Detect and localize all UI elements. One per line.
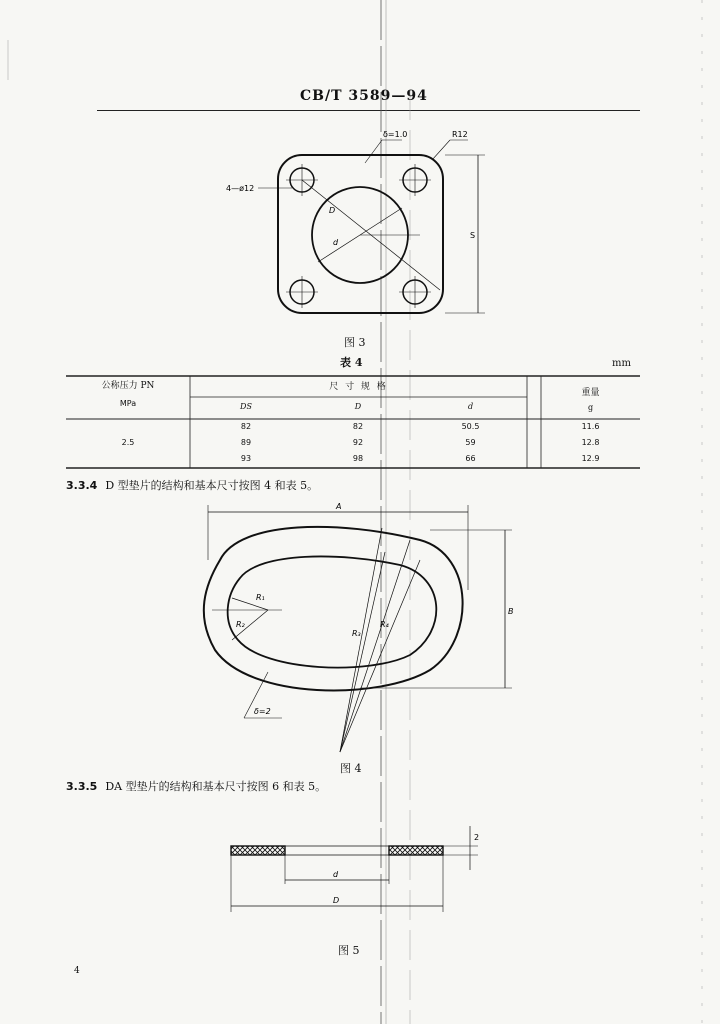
figure3-drawing	[258, 140, 485, 313]
col-d-header: d	[467, 402, 474, 411]
section-334-text: D 型垫片的结构和基本尺寸按图 4 和表 5。	[105, 479, 319, 492]
figure5-caption: 图 5	[338, 944, 360, 957]
section-334	[66, 477, 318, 493]
section-335	[66, 778, 326, 794]
fig3-outer-dia-label: D	[329, 206, 336, 215]
cell-weight: 11.6	[581, 422, 600, 431]
cell-D: 98	[352, 454, 364, 463]
figure4-caption: 图 4	[340, 762, 362, 775]
section-335-number: 3.3.5	[66, 780, 98, 793]
cell-D: 92	[352, 438, 364, 447]
fig3-radius-label: R12	[452, 130, 468, 139]
table4-unit: mm	[612, 358, 631, 369]
cell-d: 50.5	[461, 422, 480, 431]
col-dims-header: 尺 寸 规 格	[329, 382, 388, 392]
fig3-inner-dia-label: d	[333, 238, 339, 247]
figure5-drawing	[231, 826, 478, 912]
col-pressure-header: 公称压力 PN	[101, 381, 155, 391]
fig4-r4-label: R₄	[380, 620, 389, 629]
cell-s: 89	[240, 438, 252, 447]
col-s-header: DS	[240, 402, 252, 411]
standard-number: CB/T 3589—94	[300, 88, 428, 104]
cell-d: 66	[465, 454, 476, 463]
col-weight-header: 重量	[581, 388, 600, 398]
col-weight-unit: g	[587, 403, 594, 412]
page-number: 4	[74, 966, 80, 976]
fig3-thickness-label: δ=1.0	[383, 130, 408, 139]
col-D-header: D	[354, 402, 362, 411]
figure3-caption: 图 3	[344, 336, 366, 349]
fig5-thickness-label: 2	[474, 833, 480, 842]
fig4-r2-label: R₂	[236, 620, 245, 629]
fig4-r3-label: R₃	[352, 629, 361, 638]
fig5-outer-label: D	[333, 896, 340, 905]
cell-weight: 12.9	[581, 454, 600, 463]
fig4-length-label: A	[336, 502, 342, 511]
section-335-text: DA 型垫片的结构和基本尺寸按图 6 和表 5。	[105, 780, 327, 793]
cell-d: 59	[465, 438, 476, 447]
cell-weight: 12.8	[581, 438, 600, 447]
section-334-number: 3.3.4	[66, 479, 98, 492]
fig4-r1-label: R₁	[256, 593, 265, 602]
col-pressure-unit: MPa	[119, 399, 137, 408]
fig4-thickness-label: δ=2	[254, 707, 271, 716]
cell-D: 82	[352, 422, 364, 431]
fig3-holes-label: 4—ø12	[226, 184, 255, 193]
fig5-inner-label: d	[333, 870, 339, 879]
table4-caption: 表 4	[340, 356, 363, 369]
pressure-value: 2.5	[121, 438, 135, 447]
cell-s: 93	[240, 454, 252, 463]
fig3-side-label: S	[470, 231, 476, 240]
fig4-width-label: B	[508, 607, 514, 616]
cell-s: 82	[240, 422, 252, 431]
